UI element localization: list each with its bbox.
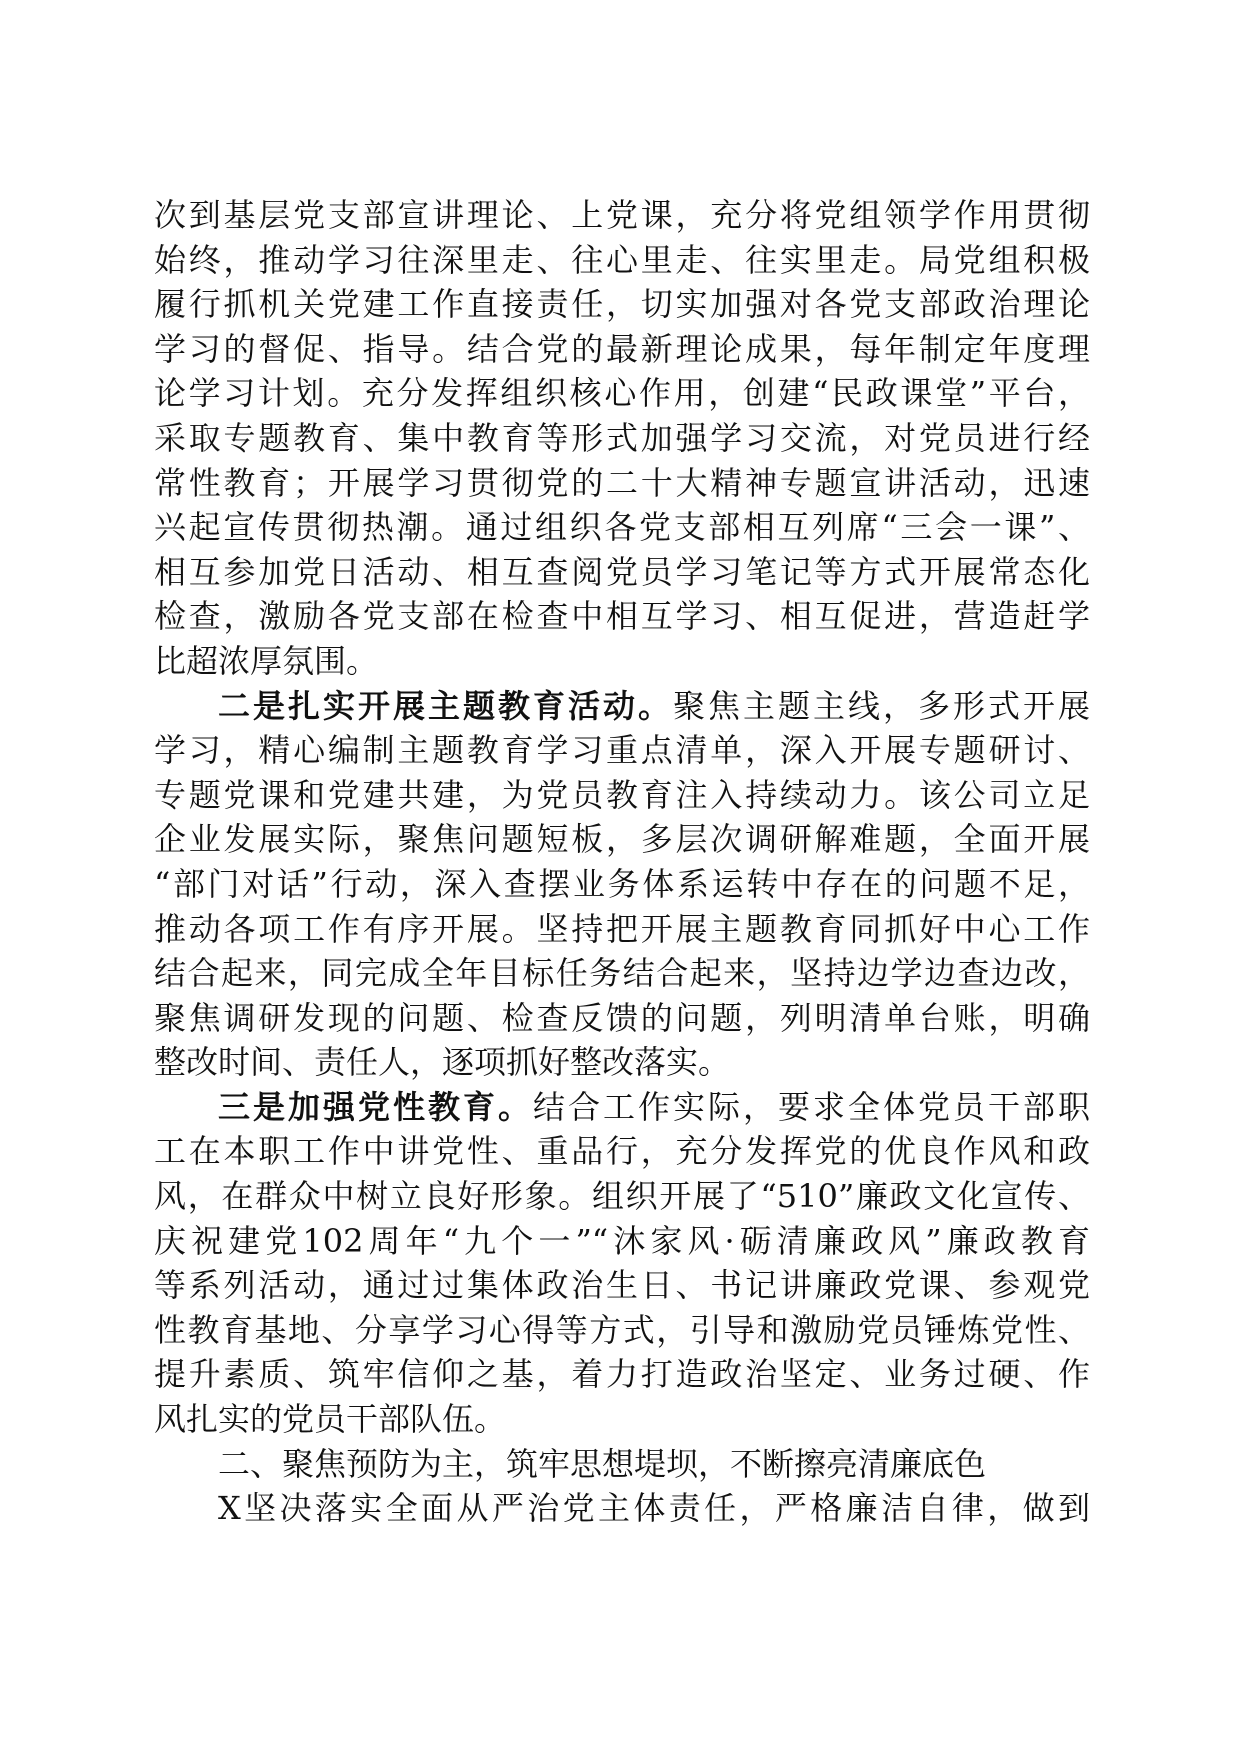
text-line: 次到基层党支部宣讲理论、上党课，充分将党组领学作用贯彻	[154, 196, 1090, 234]
text-line: X坚决落实全面从严治党主体责任，严格廉洁自律，做到	[218, 1489, 1090, 1528]
text-line: 学习，精心编制主题教育学习重点清单，深入开展专题研讨、	[154, 731, 1090, 770]
text-line: 专题党课和党建共建，为党员教育注入持续动力。该公司立足	[154, 775, 1090, 814]
text-line: 检查，激励各党支部在检查中相互学习、相互促进，营造赶学	[154, 597, 1090, 636]
text-line: 庆祝建党102周年“九个一”“沐家风·砺清廉政风”廉政教育	[154, 1221, 1090, 1260]
paragraph-2	[154, 684, 1090, 1085]
text-line: 学习的督促、指导。结合党的最新理论成果，每年制定年度理	[154, 329, 1090, 368]
text-line: 整改时间、责任人，逐项抓好整改落实。	[154, 1043, 731, 1082]
text-line: 兴起宣传贯彻热潮。通过组织各党支部相互列席“三会一课”、	[154, 508, 1090, 547]
paragraph-first-line	[154, 684, 1090, 729]
text-line: “部门对话”行动，深入查摆业务体系运转中存在的问题不足，	[154, 864, 1090, 903]
text-line: 始终，推动学习往深里走、往心里走、往实里走。局党组积极	[154, 240, 1090, 279]
text-line: 风，在群众中树立良好形象。组织开展了“510”廉政文化宣传、	[154, 1177, 1090, 1216]
text-line: 相互参加党日活动、相互查阅党员学习笔记等方式开展常态化	[154, 552, 1090, 591]
text-line: 等系列活动，通过过集体政治生日、书记讲廉政党课、参观党	[154, 1266, 1090, 1305]
paragraph-first-line	[154, 1085, 1090, 1130]
text-line: 比超浓厚氛围。	[154, 641, 379, 680]
paragraph-lead: 二是扎实开展主题教育活动。	[218, 686, 673, 725]
paragraph-lead: 三是加强党性教育。	[218, 1087, 533, 1126]
paragraph-3	[154, 1085, 1090, 1442]
text-run: 结合工作实际，要求全体党员干部职	[533, 1087, 1090, 1126]
text-line: 聚焦调研发现的问题、检查反馈的问题，列明清单台账，明确	[154, 998, 1090, 1037]
text-line: 风扎实的党员干部队伍。	[154, 1400, 507, 1439]
text-line: 工在本职工作中讲党性、重品行，充分发挥党的优良作风和政	[154, 1132, 1090, 1171]
text-line: 常性教育；开展学习贯彻党的二十大精神专题宣讲活动，迅速	[154, 463, 1090, 502]
text-line: 提升素质、筑牢信仰之基，着力打造政治坚定、业务过硬、作	[154, 1355, 1090, 1394]
text-line: 性教育基地、分享学习心得等方式，引导和激励党员锤炼党性、	[154, 1310, 1090, 1349]
text-line: 企业发展实际，聚焦问题短板，多层次调研解难题，全面开展	[154, 820, 1090, 859]
section-heading: 二、聚焦预防为主，筑牢思想堤坝，不断擦亮清廉底色	[218, 1444, 987, 1483]
text-run: 聚焦主题主线，多形式开展	[672, 686, 1090, 725]
text-line: 结合起来，同完成全年目标任务结合起来，坚持边学边查边改，	[154, 954, 1090, 993]
paragraph-1	[154, 193, 1090, 684]
document-page	[154, 193, 1090, 1531]
text-line: 论学习计划。充分发挥组织核心作用，创建“民政课堂”平台，	[154, 374, 1090, 413]
text-line: 履行抓机关党建工作直接责任，切实加强对各党支部政治理论	[154, 285, 1090, 324]
text-line: 采取专题教育、集中教育等形式加强学习交流，对党员进行经	[154, 418, 1090, 457]
text-line: 推动各项工作有序开展。坚持把开展主题教育同抓好中心工作	[154, 909, 1090, 948]
